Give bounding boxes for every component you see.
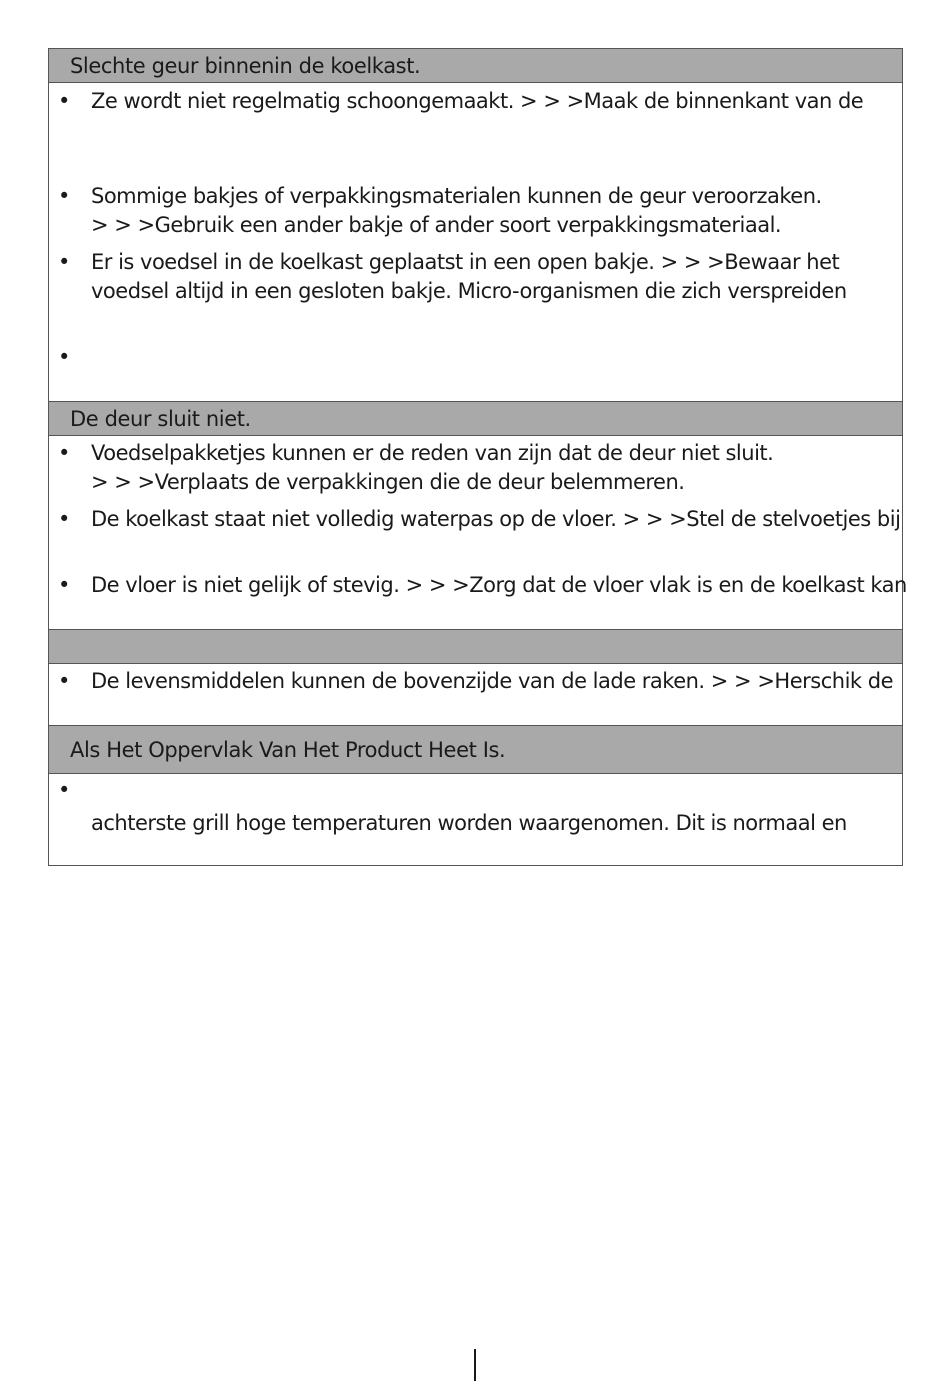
item-line: > > >Verplaats de verpakkingen die de deur belemmeren.: [91, 470, 685, 494]
item-line: [91, 776, 902, 806]
list-item: [49, 87, 902, 116]
item-line: Sommige bakjes of verpakkingsmaterialen kunnen de geur veroorzaken.: [91, 184, 822, 208]
list-item: [49, 439, 902, 497]
bullet-icon: •: [58, 778, 70, 802]
item-line: De levensmiddelen kunnen de bovenzijde van de lade raken. > > >Herschik de: [91, 669, 893, 693]
section-body: [49, 774, 902, 866]
page-footer-divider: [474, 1349, 476, 1381]
list-item: [49, 667, 902, 696]
item-line: De vloer is niet gelijk of stevig. > > >Zorg dat de vloer vlak is en de koelkast kan: [91, 573, 907, 597]
item-line: Voedselpakketjes kunnen er de reden van zijn dat de deur niet sluit.: [91, 441, 774, 465]
section-title: De deur sluit niet.: [70, 407, 251, 431]
section-body: [49, 436, 907, 630]
bullet-icon: •: [58, 250, 70, 274]
list-item: [49, 776, 902, 838]
bullet-icon: •: [58, 345, 70, 369]
bullet-icon: •: [58, 507, 70, 531]
section-body: [49, 83, 902, 402]
item-line: Ze wordt niet regelmatig schoongemaakt. > > >Maak de binnenkant van de: [91, 89, 864, 113]
section-title: Slechte geur binnenin de koelkast.: [70, 54, 421, 78]
bullet-icon: •: [58, 441, 70, 465]
section-header: [49, 49, 902, 83]
bullet-icon: •: [58, 89, 70, 113]
bullet-icon: •: [58, 669, 70, 693]
item-line: achterste grill hoge temperaturen worden waargenomen. Dit is normaal en: [91, 811, 847, 835]
item-line: voedsel altijd in een gesloten bakje. Micro-organismen die zich verspreiden: [91, 279, 847, 303]
item-line: De koelkast staat niet volledig waterpas op de vloer. > > >Stel de stelvoetjes bij: [91, 507, 901, 531]
section-header: [49, 726, 902, 774]
item-line: Er is voedsel in de koelkast geplaatst in een open bakje. > > >Bewaar het: [91, 250, 840, 274]
bullet-icon: •: [58, 573, 70, 597]
section-body: [49, 664, 902, 726]
list-item: [49, 182, 902, 240]
bullet-icon: •: [58, 184, 70, 208]
section-header: [49, 630, 902, 664]
troubleshooting-table: [48, 48, 907, 866]
list-item: [49, 571, 907, 600]
item-line: > > >Gebruik een ander bakje of ander soort verpakkingsmateriaal.: [91, 213, 782, 237]
list-item: [49, 248, 902, 306]
section-title: Als Het Oppervlak Van Het Product Heet Is.: [70, 738, 506, 762]
list-item: [49, 505, 902, 534]
section-header: [49, 402, 902, 436]
